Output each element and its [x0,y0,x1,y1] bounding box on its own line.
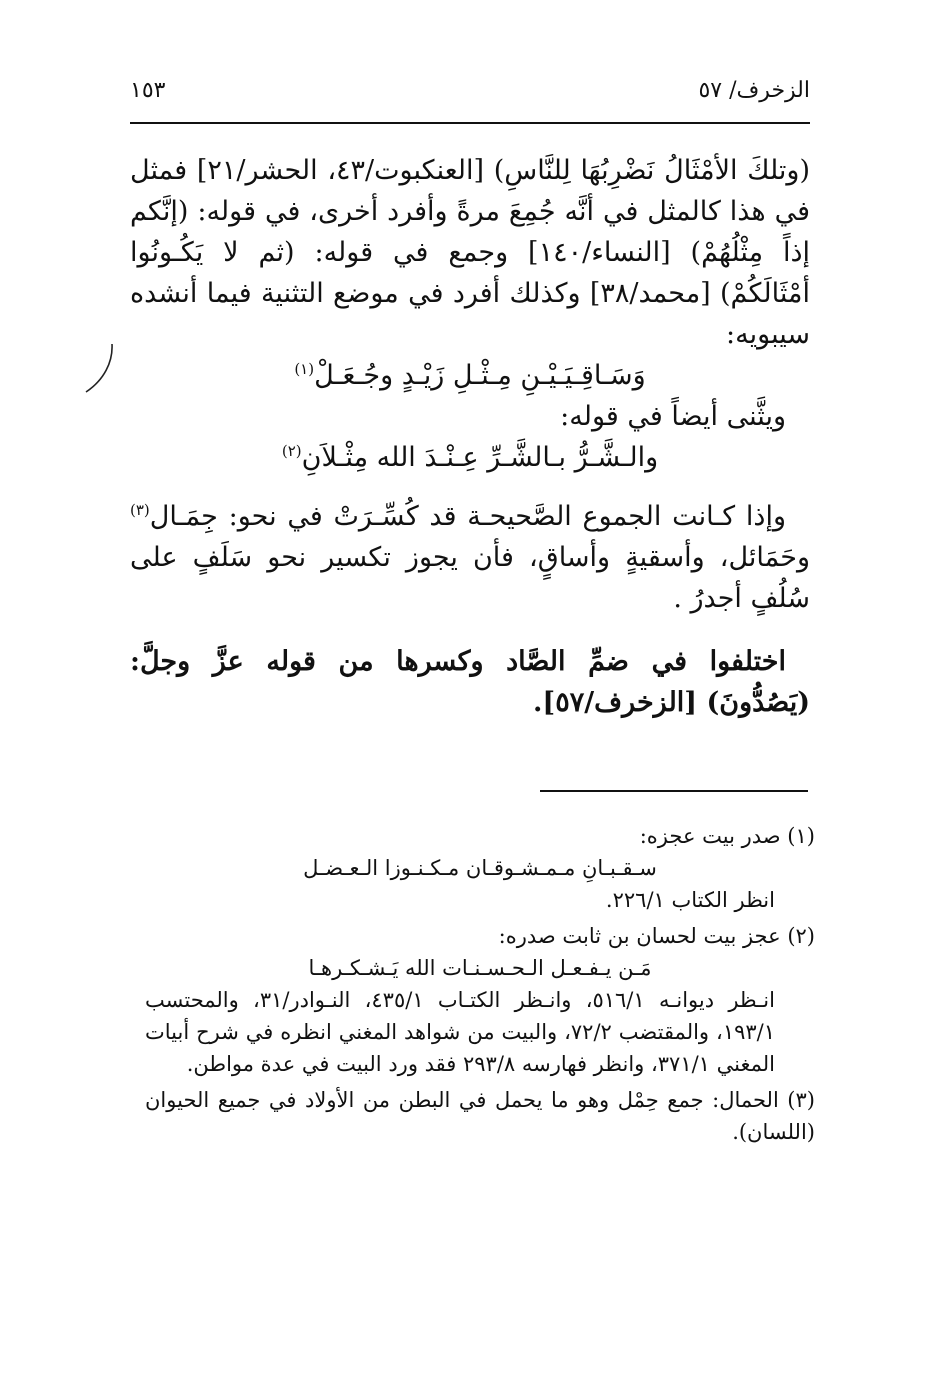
footnote-2-ref: انـظر ديوانـه ٥١٦/١، وانـظر الكتـاب ٤٣٥/١، النـوادر/٣١، والمحتسب ١٩٣/١، والمقتضب ٧٢/٢، والبيت من شواهد المغني انظره في شرح أبيات المغني ٣٧١/١، وانظر فهارسه ٢٩٣/٨ فقد ورد البيت في عدة مواطن. [145,988,776,1076]
paragraph-3-start: وإذا كـانت الجموع الصَّحيحـة قد كُسِّـرَتْ في نحو: جِمَـال [149,501,786,532]
header-divider [130,122,810,124]
header-title: الزخرف/ ٥٧ [698,78,810,103]
footnote-ref-1[interactable]: (١) [294,360,315,378]
footnote-ref-3[interactable]: (٣) [130,501,150,519]
paragraph-3 [130,496,810,619]
footnote-1-verse: سـقـبـانِ مـمـشـوقـان مـكـنـوزا الـعـضـل [303,856,657,880]
footnote-divider [540,790,808,792]
margin-mark [82,340,118,396]
page-number: ١٥٣ [130,78,166,103]
footnotes [145,820,815,1148]
paragraph-1: (وتلكَ الأمْثَالُ نَضْرِبُهَا لِلنَّاسِ) [العنكبوت/٤٣، الحشر/٢١] فمثل في هذا كالمثل في أنَّه جُمِعَ مرةً وأفرد أخرى، في قوله: (إنَّكم إذاً مِثْلُهُمْ) [النساء/١٤٠] وجمع في قوله: (ثم لا يَكُـونُوا أمْثَالَكُمْ) [محمد/٣٨] وكذلك أفرد في موضع التثنية فيما أنشده سيبويه: [130,155,810,350]
footnote-3: (٣) الحمال: جمع حِمْل وهو ما يحمل في البطن من الأولاد في جميع الحيوان (اللسان). [145,1088,815,1144]
section-heading: اختلفوا في ضمِّ الصَّاد وكسرها من قوله عزَّ وجلَّ: (يَصُدُّونَ) [الزخرف/٥٧]. [130,646,810,718]
footnote-2-label: (٢) عجز بيت لحسان بن ثابت صدره: [498,924,815,948]
main-text [130,150,810,723]
paragraph-3-end: وحَمَائل، وأسقيةٍ وأساقٍ، فأن يجوز تكسير نحو سَلَفٍ على سُلُفٍ أجدرُ . [130,542,810,614]
footnote-1-ref: انظر الكتاب ٢٢٦/١. [605,888,775,912]
verse-2-text: والـشَّـرُّ بـالشَّـرِّ عِـنْـدَ الله مِثْـلاَنِ [301,442,659,473]
verse-2 [130,437,810,478]
running-header [130,78,810,118]
footnote-ref-2[interactable]: (٢) [281,442,302,460]
verse-1 [130,355,810,396]
paragraph-2: ويثَّنى أيضاً في قوله: [560,401,786,432]
footnote-1-label: (١) صدر بيت عجزه: [639,824,815,848]
footnote-2-verse: مَـن يـفـعـل الـحـسـنـات الله يَـشـكـرهـا [308,956,652,980]
verse-1-text: وَسَـاقِـيَـيْـنِ مِـثْـلِ زَيْـدٍ وجُـعَـلْ [314,360,646,391]
